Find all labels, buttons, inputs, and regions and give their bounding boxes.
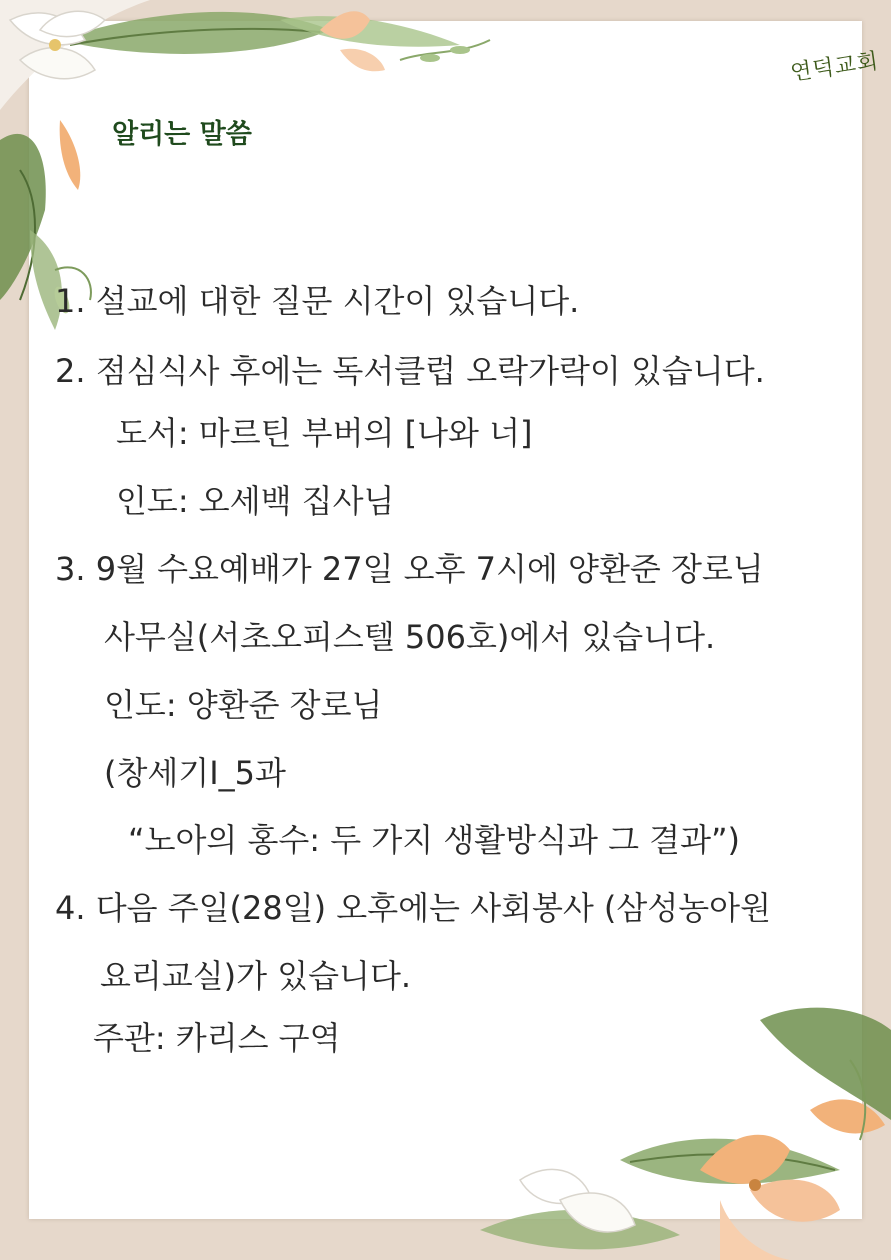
floral-decoration-bottom-right: [420, 1000, 891, 1260]
church-logo: 연덕교회: [788, 48, 881, 87]
notice-item-2-book: 도서: 마르틴 부버의 [나와 너]: [116, 414, 533, 452]
notice-item-3: 3. 9월 수요예배가 27일 오후 7시에 양환준 장로님: [55, 550, 764, 588]
notice-item-4: 4. 다음 주일(28일) 오후에는 사회봉사 (삼성농아원: [55, 889, 771, 927]
notice-item-2-leader: 인도: 오세백 집사님: [116, 482, 395, 520]
notice-item-3-topic: “노아의 홍수: 두 가지 생활방식과 그 결과”): [128, 821, 741, 859]
notice-item-3-place: 사무실(서초오피스텔 506호)에서 있습니다.: [104, 618, 716, 656]
notice-item-4-host: 주관: 카리스 구역: [93, 1019, 341, 1057]
notice-item-3-lesson: (창세기I_5과: [104, 754, 286, 792]
notice-item-2: 2. 점심식사 후에는 독서클럽 오락가락이 있습니다.: [55, 352, 765, 390]
notice-item-3-leader: 인도: 양환준 장로님: [104, 686, 383, 724]
page-title: 알리는 말씀: [112, 119, 252, 150]
notice-item-1: 1. 설교에 대한 질문 시간이 있습니다.: [55, 282, 580, 320]
notice-item-4-cont: 요리교실)가 있습니다.: [100, 957, 412, 995]
